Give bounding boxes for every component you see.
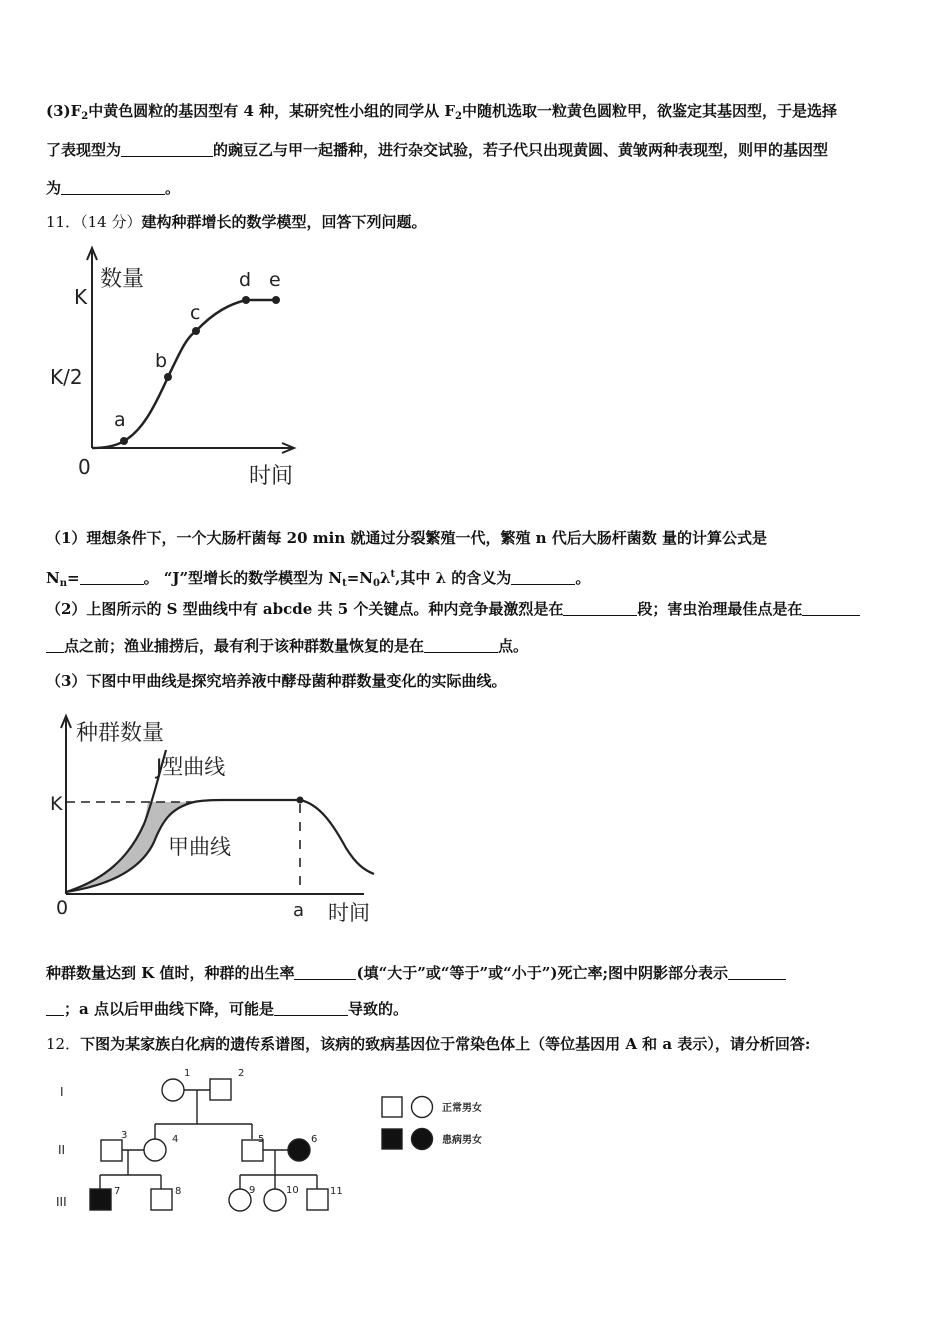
q11-p1-line2: $N_n=$ 。 “J”型增长的数学模型为 $N_t=N_0\lambda^t$,其中 λ 的含义为 。: [46, 569, 591, 589]
s-curve-figure: [44, 238, 314, 498]
q11-p4-line2: ；a 点以后甲曲线下降，可能是 导致的。: [46, 999, 906, 1019]
answer-blank[interactable]: [46, 636, 64, 653]
legend-normal-female: [412, 1097, 433, 1118]
individual-9: [229, 1189, 251, 1211]
individual-6: [288, 1139, 310, 1161]
legend-normal-label: 正常男女: [442, 1103, 482, 1114]
k-label: K: [74, 285, 88, 309]
q11-p1-line1: （1）理想条件下，一个大肠杆菌每 20 min 就通过分裂繁殖一代，繁殖 n 代后大肠杆菌数 量的计算公式是: [46, 529, 768, 547]
point-e: [272, 296, 280, 304]
individual-7: [90, 1189, 111, 1210]
pedigree-chart: [44, 1062, 514, 1222]
id-8: 8: [175, 1186, 182, 1197]
origin-label: 0: [78, 455, 91, 479]
legend-affected-female: [412, 1129, 433, 1150]
point-b-label: b: [155, 350, 168, 372]
legend-affected-male: [382, 1129, 402, 1149]
legend-normal-male: [382, 1097, 402, 1117]
legend-affected-label: 患病男女: [442, 1135, 482, 1146]
answer-blank[interactable]: [46, 999, 64, 1016]
q11-stem: 11．（14 分）建构种群增长的数学模型，回答下列问题。: [46, 213, 427, 231]
individual-10: [264, 1189, 286, 1211]
id-7: 7: [114, 1186, 121, 1197]
individual-3: [101, 1140, 122, 1161]
origin-label: 0: [56, 897, 69, 919]
individual-2: [210, 1079, 231, 1100]
id-11: 11: [330, 1186, 343, 1197]
answer-blank[interactable]: [802, 599, 860, 616]
id-2: 2: [238, 1068, 245, 1079]
q12-stem: 12．下图为某家族白化病的遗传系谱图，该病的致病基因位于常染色体上（等位基因用 A 和 a 表示），请分析回答:: [46, 1035, 811, 1053]
id-4: 4: [172, 1134, 179, 1145]
q10-line3: 为 。: [46, 179, 181, 197]
answer-blank[interactable]: [80, 568, 144, 585]
answer-blank[interactable]: [563, 599, 637, 616]
answer-blank[interactable]: [294, 963, 356, 980]
x-axis-label: 时间: [249, 464, 294, 489]
answer-blank[interactable]: [61, 178, 165, 195]
x-axis-label: 时间: [328, 901, 370, 925]
gen-label-2: II: [58, 1143, 66, 1157]
point-e-label: e: [269, 269, 281, 291]
q10-line1: $(3)F_2$中黄色圆粒的基因型有 4 种，某研究性小组的同学从 $F_2$中随机选取一粒黄色圆粒甲，欲鉴定其基因型，于是选择: [46, 102, 837, 122]
point-b: [164, 373, 172, 381]
q11-p2-line1: （2）上图所示的 S 型曲线中有 abcde 共 5 个关键点。种内竞争最激烈是在 段；害虫治理最佳点是在: [46, 599, 906, 619]
q11-p3: （3）下图中甲曲线是探究培养液中酵母菌种群数量变化的实际曲线。: [46, 672, 507, 690]
individual-8: [151, 1189, 172, 1210]
point-c: [192, 327, 200, 335]
individual-4: [144, 1139, 166, 1161]
a-label: a: [293, 900, 305, 921]
id-9: 9: [249, 1185, 256, 1196]
individual-11: [307, 1189, 328, 1210]
answer-blank[interactable]: [728, 963, 786, 980]
point-a-marker: [297, 797, 304, 804]
point-d: [242, 296, 250, 304]
point-c-label: c: [190, 302, 201, 324]
answer-blank[interactable]: [121, 140, 213, 157]
jia-curve-figure: [44, 708, 384, 928]
y-axis-label: 种群数量: [76, 721, 165, 746]
id-10: 10: [286, 1185, 299, 1196]
individual-1: [162, 1079, 184, 1101]
answer-blank[interactable]: [424, 636, 498, 653]
gen-label-3: III: [56, 1195, 67, 1209]
y-axis-label: 数量: [100, 267, 145, 292]
k-label: K: [50, 793, 63, 815]
answer-blank[interactable]: [274, 999, 348, 1016]
id-6: 6: [311, 1134, 318, 1145]
j-curve-label: J型曲线: [156, 755, 226, 779]
k-half-label: K/2: [50, 365, 83, 389]
jia-curve-label: 甲曲线: [168, 835, 231, 859]
q10-line2: 了表现型为 的豌豆乙与甲一起播种，进行杂交试验，若子代只出现黄圆、黄皱两种表现型，则甲的基因型: [46, 141, 829, 159]
point-a: [120, 437, 128, 445]
id-3: 3: [121, 1130, 128, 1141]
q11-p2-line2: 点之前；渔业捕捞后，最有利于该种群数量恢复的是在 点。: [46, 636, 906, 656]
point-a-label: a: [114, 409, 126, 431]
id-5: 5: [258, 1134, 265, 1145]
point-d-label: d: [239, 269, 252, 291]
id-1: 1: [184, 1068, 191, 1079]
answer-blank[interactable]: [511, 568, 575, 585]
q11-p4-line1: 种群数量达到 K 值时，种群的出生率 (填“大于”或“等于”或“小于”)死亡率;图中阴影部分表示: [46, 963, 906, 983]
gen-label-1: I: [60, 1085, 64, 1099]
